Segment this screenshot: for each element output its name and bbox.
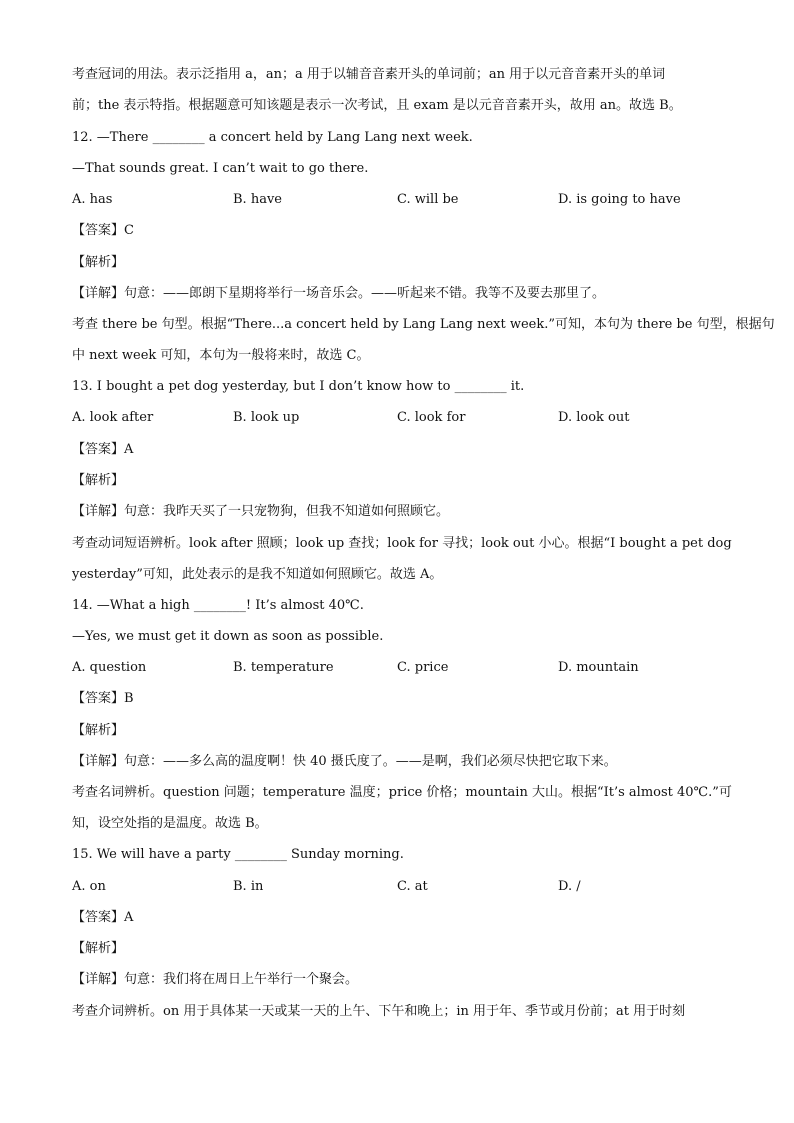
option-a: A. question xyxy=(72,660,147,675)
detail-text: 考查 there be 句型。根据“There...a concert held by Lang Lang next week.”可知，本句为 there be 句型，根据句 xyxy=(72,317,775,332)
option-c: C. will be xyxy=(397,192,459,207)
option-b: B. have xyxy=(233,192,282,207)
detail-text: 【详解】句意：我们将在周日上午举行一个聚会。 xyxy=(72,972,359,987)
detail-text: 考查动词短语辨析。look after 照顾；look up 查找；look for 寻找；look out 小心。根据“I bought a pet dog xyxy=(72,536,732,551)
detail-text: yesterday”可知，此处表示的是我不知道如何照顾它。故选 A。 xyxy=(72,567,443,582)
option-d: D. look out xyxy=(558,410,630,425)
option-a: A. has xyxy=(72,192,113,207)
option-b: B. in xyxy=(233,879,264,894)
analysis-label: 【解析】 xyxy=(72,723,125,738)
analysis-label: 【解析】 xyxy=(72,255,125,270)
option-d: D. is going to have xyxy=(558,192,681,207)
question-12: 12. —There ________ a concert held by Lang Lang next week. xyxy=(72,130,473,145)
detail-text: 【详解】句意：——郎朗下星期将举行一场音乐会。——听起来不错。我等不及要去那里了。 xyxy=(72,286,606,301)
detail-text: 考查名词辨析。question 问题；temperature 温度；price 价格；mountain 大山。根据“It’s almost 40℃.”可 xyxy=(72,785,732,800)
answer-label: 【答案】A xyxy=(72,442,134,457)
text-line: 前；the 表示特指。根据题意可知该题是表示一次考试，且 exam 是以元音音素开头，故用 an。故选 B。 xyxy=(72,98,682,113)
question-14-reply: —Yes, we must get it down as soon as possible. xyxy=(72,629,384,644)
option-c: C. price xyxy=(397,660,449,675)
question-12-reply: —That sounds great. I can’t wait to go there. xyxy=(72,161,369,176)
detail-text: 中 next week 可知，本句为一般将来时，故选 C。 xyxy=(72,348,370,363)
question-15: 15. We will have a party ________ Sunday morning. xyxy=(72,847,404,862)
option-a: A. look after xyxy=(72,410,154,425)
analysis-label: 【解析】 xyxy=(72,473,125,488)
answer-label: 【答案】B xyxy=(72,691,134,706)
option-d: D. mountain xyxy=(558,660,639,675)
question-14: 14. —What a high ________! It’s almost 40℃. xyxy=(72,598,364,613)
detail-text: 【详解】句意：——多么高的温度啊！快 40 摄氏度了。——是啊，我们必须尽快把它取下来。 xyxy=(72,754,617,769)
text-line: 考查冠词的用法。表示泛指用 a，an；a 用于以辅音音素开头的单词前；an 用于以元音音素开头的单词 xyxy=(72,67,666,82)
option-b: B. temperature xyxy=(233,660,334,675)
analysis-label: 【解析】 xyxy=(72,941,125,956)
option-d: D. / xyxy=(558,879,581,894)
answer-label: 【答案】A xyxy=(72,910,134,925)
answer-label: 【答案】C xyxy=(72,223,134,238)
detail-text: 知，设空处指的是温度。故选 B。 xyxy=(72,816,268,831)
option-b: B. look up xyxy=(233,410,300,425)
question-13: 13. I bought a pet dog yesterday, but I don’t know how to ________ it. xyxy=(72,379,525,394)
option-c: C. look for xyxy=(397,410,466,425)
detail-text: 【详解】句意：我昨天买了一只宠物狗，但我不知道如何照顾它。 xyxy=(72,504,450,519)
option-a: A. on xyxy=(72,879,106,894)
detail-text: 考查介词辨析。on 用于具体某一天或某一天的上午、下午和晚上；in 用于年、季节或月份前；at 用于时刻 xyxy=(72,1004,686,1019)
option-c: C. at xyxy=(397,879,428,894)
